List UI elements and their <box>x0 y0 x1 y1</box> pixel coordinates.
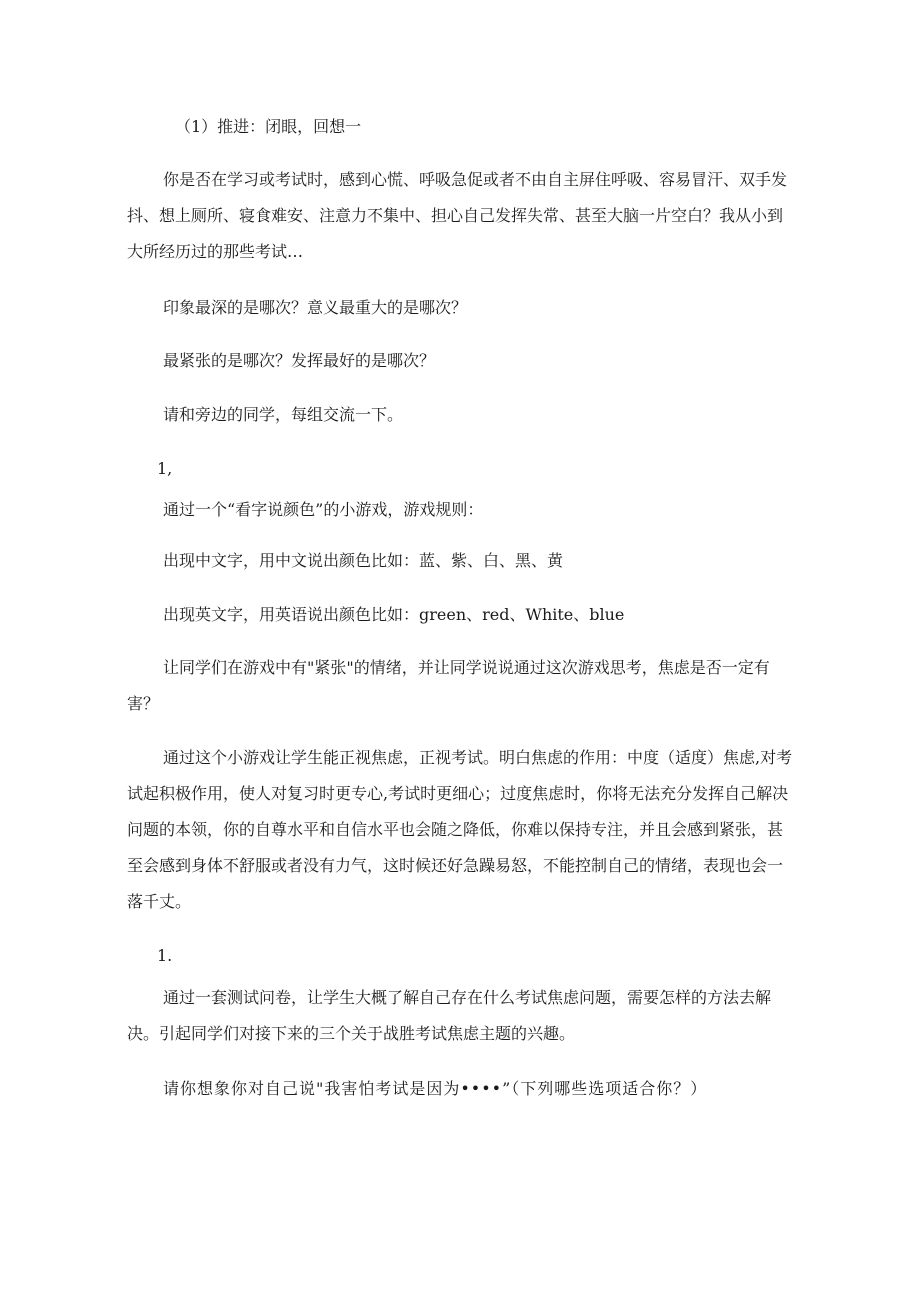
question-second: 最紧张的是哪次？发挥最好的是哪次？ <box>163 351 436 370</box>
heading-step: （1）推进：闭眼，回想一 <box>175 117 362 136</box>
rule-chinese: 出现中文字，用中文说出颜色比如：蓝、紫、白、黑、黄 <box>163 551 564 570</box>
rule-english: 出现英文字，用英语说出颜色比如：green、red、White、blue <box>163 605 625 624</box>
game-intro: 通过一个“看字说颜色”的小游戏，游戏规则： <box>163 500 484 519</box>
list-number: 1. <box>157 946 173 965</box>
paragraph-questionnaire: 通过一套测试问卷，让学生大概了解自己存在什么考试焦虑问题，需要怎样的方法去解决。引起同学们对接下来的三个关于战胜考试焦虑主题的兴趣。 <box>127 988 772 1043</box>
paragraph-game-reflection: 让同学们在游戏中有"紧张"的情绪，并让同学说说通过这次游戏思考，焦虑是否一定有害？ <box>127 658 770 713</box>
paragraph-anxiety-role: 通过这个小游戏让学生能正视焦虑，正视考试。明白焦虑的作用：中度（适度）焦虑,对考试起积极作用，使人对复习时更专心,考试时更细心；过度焦虑时，你将无法充分发挥自己解决问题的本领，你的自尊水平和自信水平也会随之降低，你难以保持专注，并且会感到紧张，甚至会感到身体不舒服或者没有力气，这时候还好急躁易怒，不能控制自己的情绪，表现也会一落千丈。 <box>127 748 793 911</box>
final-prompt: 请你想象你对自己说"我害怕考试是因为••••”（下列哪些选项适合你？） <box>163 1079 708 1098</box>
list-number: 1, <box>157 459 173 478</box>
question-first: 印象最深的是哪次？意义最重大的是哪次？ <box>163 298 468 317</box>
paragraph-anxiety-symptoms: 你是否在学习或考试时，感到心慌、呼吸急促或者不由自主屏住呼吸、容易冒汗、双手发抖、想上厕所、寝食难安、注意力不集中、担心自己发挥失常、甚至大脑一片空白？我从小到大所经历过的那些考试… <box>127 170 788 261</box>
instruction-share: 请和旁边的同学，每组交流一下。 <box>163 405 404 424</box>
